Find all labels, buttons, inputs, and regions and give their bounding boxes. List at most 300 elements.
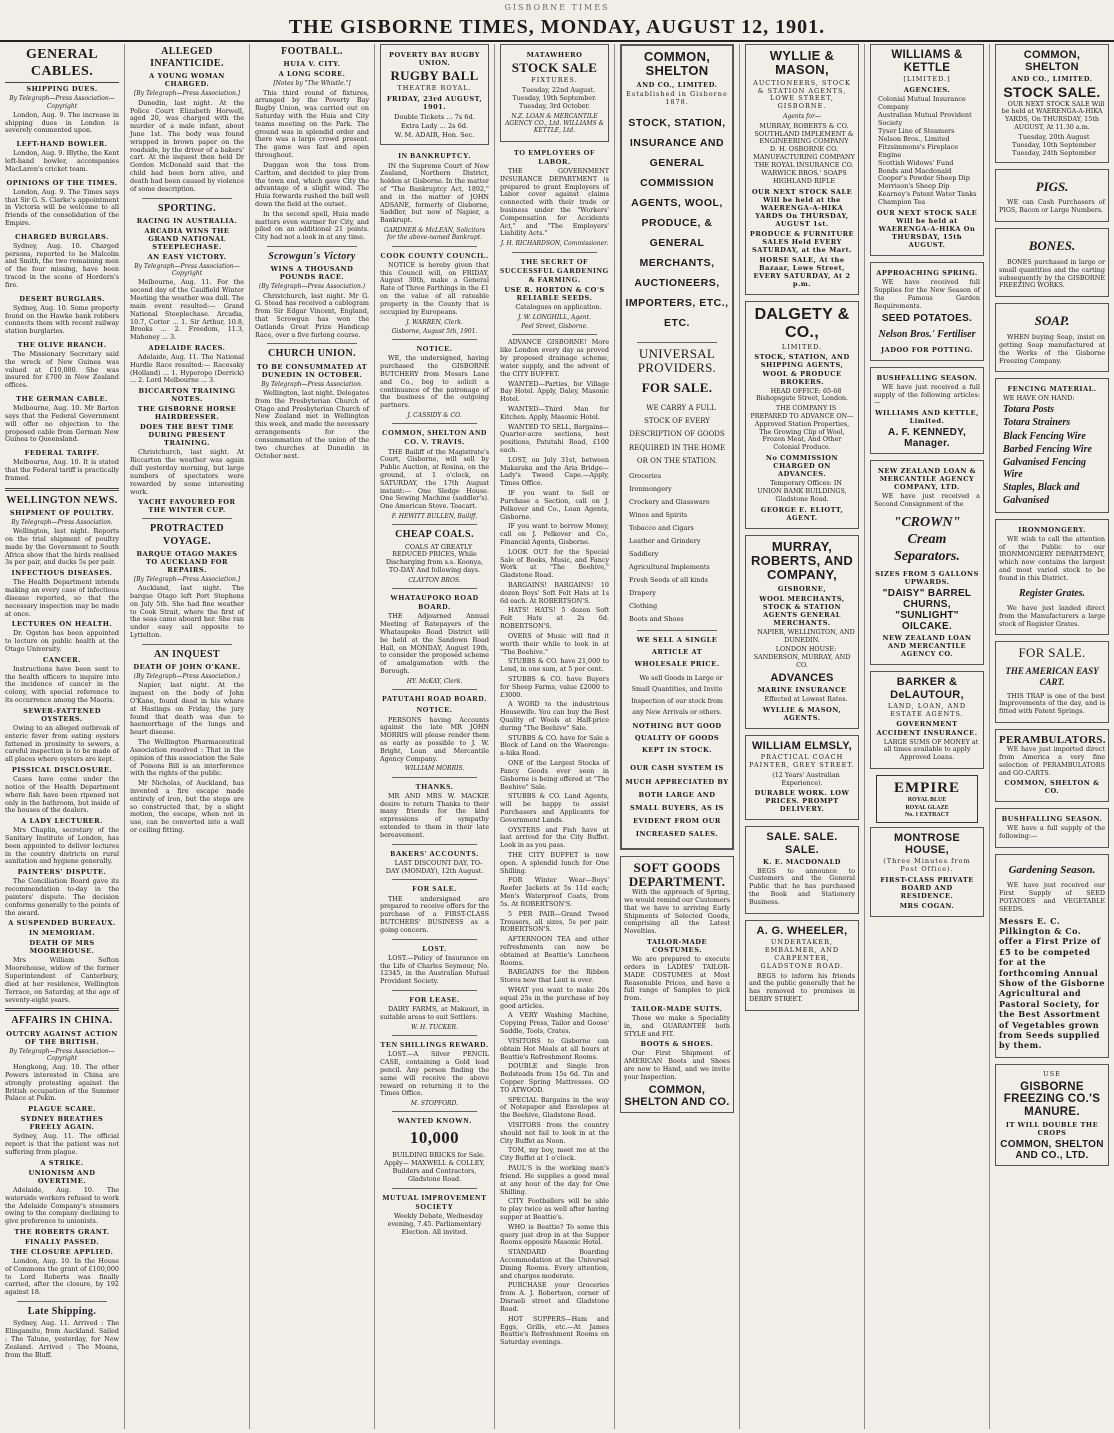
byline: By Telegraph—Press Association—Copyright xyxy=(9,95,115,110)
divider xyxy=(637,630,717,631)
small-ad: VISITORS from the country should not fail to look in at the City Buffet as Noon. xyxy=(500,1121,609,1145)
list-item: Drapery xyxy=(629,589,656,598)
paragraph: IN the Supreme Court of New Zealand, Northern District, holden at Gisborne. In the matter of "The Bankruptcy Act, 1892," and in the matter of JOHN ADSANE, formerly of Gisborne, Saddler, but now of Napier, a Bankrupt. xyxy=(380,161,489,225)
ad-title: A. G. WHEELER, xyxy=(756,924,848,937)
register-grates: Register Grates. xyxy=(1018,587,1086,599)
subhead: DOES THE BEST TIME DURING PRESENT TRAINING. xyxy=(140,423,234,448)
subhead: SHIPPING DUES. xyxy=(26,85,98,94)
small-ad: PAUL'S is the working man's friend. He supplies a good meal at any hour of the day for One Shilling. xyxy=(500,1164,609,1196)
byline: By Telegraph—Press Association. xyxy=(261,380,363,388)
column-9 xyxy=(990,44,1114,1429)
bakers-heading: BAKERS' ACCOUNTS. xyxy=(390,848,479,858)
paragraph: Dunedin, last night. At the Police Court Elizabeth Horwell, aged 20, was charged with the murder of a male infant, about June 1st. The body was found wrapped in brown paper on the roadside, by the driver of a bakers' cart. At the inquest then held Dr Gordon McDonald said that the child had been born alive, and death had been caused by violence of some description. xyxy=(130,98,244,193)
paragraph: WE have just received our First Supply of SEED POTATOES and VEGETABLE SEEDS. xyxy=(999,881,1105,913)
bushfalling-season-ad xyxy=(995,808,1109,848)
paragraph: FIRST-CLASS PRIVATE BOARD AND RESIDENCE. xyxy=(880,876,974,901)
subhead: SYDNEY BREATHES FREELY AGAIN. xyxy=(20,1115,104,1132)
sunlight-oilcake: "SUNLIGHT" OILCAKE. xyxy=(895,610,959,633)
small-ad: AFTERNOON TEA and other refreshments can now be obtained at Beattie's Luncheon Rooms. xyxy=(500,935,609,967)
seed-potatoes: SEED POTATOES. xyxy=(881,312,973,324)
ad-tagline: (Three Minutes from Post Office). xyxy=(883,857,971,874)
small-ad: HOT SUPPERS—Ham and Eggs, Grills, etc.—At James Beattie's Refreshment Rooms on Saturday evenings. xyxy=(500,1314,609,1347)
paragraph: This third round of fixtures, arranged by the Poverty Bay Rugby Union, was carried out on Saturday with the Huia and City teams meeting on the Park. The ground was in splendid order and there was a large crowd present. The game was fast and open throughout. xyxy=(255,88,369,160)
column-1 xyxy=(0,44,125,1429)
manager: A. F. KENNEDY, Manager. xyxy=(887,427,967,450)
montrose-ad xyxy=(870,827,984,917)
bushfalling-ad xyxy=(870,367,984,455)
product: ROYAL BLUE xyxy=(907,797,947,804)
inquest-heading: AN INQUEST xyxy=(154,648,220,660)
paragraph: Auckland, last night. The barque Otago left Port Stephens on July 5th. She had fine weather to Cook Strait, where the first of the seas came aboard her. She ran under easy sail opposite to Lyttelton. xyxy=(130,584,244,640)
paragraph: BUILDING BRICKS for Sale. Apply— MAXWELL & COLLEY, Builders and Contractors, Gladstone Road. xyxy=(384,1151,485,1183)
paragraph: London, Aug. 9. Blythe, the Kent left-hand bowler, accompanies MacLaren's cricket team. xyxy=(5,149,119,173)
paragraph: Those we make a Speciality in, and GUARANTEE both STYLE and FIT. xyxy=(624,1014,730,1038)
ticket-price: Extra Lady ... 2s 6d. xyxy=(400,122,469,131)
ad-title: WYLLIE & MASON, xyxy=(769,48,835,78)
divider xyxy=(5,1008,119,1011)
paragraph: London, Aug. 10. In the House of Commons the grant of £100,000 to Lord Roberts was finally carried, after the closure, by 192 against 18. xyxy=(5,1257,119,1297)
paragraph: WHEN buying Soap, insist on getting Soap manufactured at the Works of the Gisborne Freezing Company. xyxy=(999,333,1105,365)
paragraph: Cases have come under the notice of the Health Department where fish have been ripened not only in the bathroom, but inside of the houses of the dealers. xyxy=(5,775,119,815)
fencing-list xyxy=(999,395,1105,506)
ad-title: APPROACHING SPRING. xyxy=(876,269,978,278)
paragraph: Our First Shipment of AMERICAN Boots and Shoes are now to Hand, and we invite your Inspection. xyxy=(624,1049,730,1081)
list-item: Kearney's Patent Water Tanks xyxy=(878,190,977,199)
crown-separators: "CROWN" Cream Separators. xyxy=(893,515,961,565)
empire-stamp xyxy=(876,775,978,823)
paragraph: We have just landed direct from the Manufacturers a large stock of Register Grates. xyxy=(999,603,1105,628)
divider xyxy=(637,342,717,343)
paragraph: THE GOVERNMENT INSURANCE DEPARTMENT is prepared to grant Employers of Labor cover against claims connected with their trade or business under the "Workers' Compensation for Accidents Act," and "The Employers' Liability Acts." xyxy=(500,166,609,238)
paragraph: We sell Goods in Large or Small Quantities, and Invite Inspection of our stock from any New Arrivals or others. xyxy=(631,673,723,717)
paragraph: Sydney, Aug. 11. Arrived : The Elingamite, from Auckland. Sailed : The Talune, yesterday, for New Zealand. Arrived : The Moana, from the Bluff. xyxy=(5,1319,119,1359)
small-ad: STUBBS & CO. have for Sale a Block of Land on the Waerenga-a-hika Road. xyxy=(500,733,609,758)
paragraph: London, Aug. 9. The increase in shipping dues in London is severely commented upon. xyxy=(5,110,119,135)
signature: MRS COGAN. xyxy=(899,902,955,911)
article-times xyxy=(5,179,119,228)
ad-subtitle: AND CO., LIMITED. xyxy=(636,80,718,89)
agents-label: Agents for— xyxy=(783,113,821,121)
article-cable xyxy=(5,395,119,444)
ad-tagline: STOCK, STATION, AND SHIPPING AGENTS, WOOL & PRODUCE BROKERS. xyxy=(754,353,850,386)
paragraph: The Missionary Secretary said the wreck of New Guinea was valued at £10,000. She was insured for £700 in New Zealand offices. xyxy=(5,350,119,390)
subhead: UNIONISM AND OVERTIME. xyxy=(28,1168,96,1185)
paragraph: Sydney, Aug. 10. Some property found on the Hawke bank robbers connects them with recent railway station burglaries. xyxy=(5,303,119,336)
bailiff-sale-heading: COMMON, SHELTON AND CO. V. TRAVIS. xyxy=(382,428,487,447)
subhead: SEWER-FATTENED OYSTERS. xyxy=(23,706,101,723)
subhead: MARINE INSURANCE xyxy=(757,685,847,694)
paragraph: NAPIER, WELLINGTON, AND DUNEDIN. xyxy=(757,627,855,644)
small-ad: STUBBS & CO. have Buyers for Sheep Farms, value £2000 to £3000. xyxy=(500,674,609,699)
daisy-churns: "DAISY" BARREL CHURNS, xyxy=(882,588,972,611)
divider xyxy=(267,246,357,247)
column-3 xyxy=(250,44,375,1429)
signature: WILLIAM MORRIS. xyxy=(404,765,465,773)
paragraph: (12 Years' Australian Experience). xyxy=(772,770,840,787)
stock-sale-title: STOCK SALE. xyxy=(1003,84,1101,101)
ironmongery-ad xyxy=(995,519,1109,636)
signature: W. H. TUCKER. xyxy=(411,1023,458,1031)
subhead: AN EASY VICTORY. xyxy=(147,252,227,261)
subhead: ARCADIA WINS THE GRAND NATIONAL STEEPLECHASE. xyxy=(144,226,230,251)
for-lease-heading: FOR LEASE. xyxy=(409,995,460,1005)
common-shelton-ad xyxy=(620,44,734,850)
paragraph: Tuesday, 22nd August. Tuesday, 19th September. Tuesday, 3rd October. xyxy=(512,86,597,110)
ad-tagline: PRACTICAL COACH PAINTER, GREY STREET. xyxy=(749,752,855,769)
bones-ad xyxy=(995,228,1109,297)
divider xyxy=(392,939,477,940)
paragraph: MR AND MRS W. MACKIE desire to return Thanks to their many friends for the kind expressions of sympathy extended to them in their late bereavement. xyxy=(380,791,489,839)
paragraph: The Health Department intends making an every case of infectious disease reported, so that the necessary inspection may be made at once. xyxy=(5,578,119,618)
ad-tagline: AUCTIONEERS, STOCK & STATION AGENTS, LOWE STREET, GISBORNE. xyxy=(753,78,851,111)
ad-title: FOR SALE. xyxy=(1018,645,1086,661)
employers-heading: TO EMPLOYERS OF LABOR. xyxy=(513,147,596,166)
paragraph: Wellington, last night. Reports on the trial shipment of poultry made by the Government to South Africa show that the birds realised 3s per pair, and ducks 5s per pair. xyxy=(5,527,119,567)
ad-title: GISBORNE FREEZING CO.'S MANURE. xyxy=(1003,1080,1101,1118)
signature: N.Z. LOAN & MERCANTILE AGENCY CO., Ltd. WILLIAMS & KETTLE, Ltd. xyxy=(505,112,604,135)
date-line: Gisborne, August 5th, 1901. xyxy=(391,327,478,335)
ad-subtitle: [LIMITED.] xyxy=(903,75,951,84)
signature: WILLIAMS AND KETTLE, Limited. xyxy=(875,409,979,426)
column-8 xyxy=(865,44,990,1429)
church-union-heading: CHURCH UNION. xyxy=(268,348,356,360)
paragraph: NOTHING BUT GOOD QUALITY OF GOODS KEPT IN STOCK. xyxy=(632,721,722,754)
ad-title: Gardening Season. xyxy=(1008,864,1096,877)
column-7 xyxy=(740,44,865,1429)
list-item: SOUTHLAND IMPLEMENT & ENGINEERING COMPANY xyxy=(754,129,854,146)
divider xyxy=(392,524,477,525)
list-item: Staples, Black and Galvanised xyxy=(1003,482,1080,506)
fencing-ad xyxy=(995,378,1109,512)
ad-tagline: LAND, LOAN, AND ESTATE AGENTS. xyxy=(887,701,967,718)
paragraph: Mrs Chaplin, secretary of the Sanitary Institute of London, has been appointed to deliver lectures in the country districts on rural sanitation and hygiene generally. xyxy=(5,826,119,866)
signature: GARDNER & McLEAN, Solicitors for the above-named Bankrupt. xyxy=(383,227,486,242)
article-tariff xyxy=(5,449,119,482)
ad-services: STOCK, STATION, INSURANCE AND GENERAL COMMISSION AGENTS, WOOL, PRODUCE, & GENERAL MERCHANTS, AUCTIONEERS, IMPORTERS, ETC., ETC. xyxy=(625,117,729,329)
ad-sub: FIXTURES. xyxy=(531,76,578,85)
for-sale-title: FOR SALE. xyxy=(641,380,713,396)
paragraph: THIS TRAP is one of the best Improvements of the day, and is fitted with Patent Springs. xyxy=(999,691,1105,716)
list-item: MURRAY, ROBERTS & CO. xyxy=(759,121,849,130)
subhead: DEATH OF JOHN O'KANE. xyxy=(133,663,241,672)
list-item: Boots and Shoes xyxy=(629,615,684,624)
ad-city: GISBORNE, xyxy=(777,584,827,593)
small-ad: ONE of the Largest Stocks of Fancy Goods ever seen in Gisborne is being offered at "The Beehive" Sale. xyxy=(500,759,609,791)
subhead: WINS A THOUSAND POUNDS RACE. xyxy=(270,265,354,282)
paragraph: We are prepared to execute orders in LADIES' TAILOR-MADE COSTUMES at Most Reasonable Prices, and have a full range of Samples to pick from. xyxy=(624,955,730,1003)
ad-title: WILLIAMS & KETTLE xyxy=(891,49,963,74)
list-item: Totara Posts xyxy=(1003,404,1055,416)
article-shipping-dues xyxy=(5,85,119,135)
signature: J. H. RICHARDSON, Commissioner. xyxy=(500,240,609,248)
paragraph: SIZES FROM 5 GALLONS UPWARDS. xyxy=(875,570,979,587)
paragraph: PERSONS having Accounts against the late MR JOHN MORRIS will please render them as early as possible to J. W. Bright, Loan and Mercantile Agency Company. xyxy=(380,715,489,763)
subhead: TAILOR-MADE SUITS. xyxy=(631,1004,723,1013)
subhead: A SUSPENDED BUREAUX. xyxy=(8,919,116,928)
paragraph: THE Adjourned Annual Meeting of Ratepayers of the Whataupoko Road District will be held at the Sandown Road Hall, on MONDAY, August 19th, to consider the proposed scheme of amalgamation with the Borough. xyxy=(380,612,489,676)
ad-date: FRIDAY, 23rd AUGUST, 1901. xyxy=(386,95,483,112)
list-item: Bonds and Macdonald xyxy=(878,166,952,175)
subhead: A LADY LECTURER. xyxy=(21,817,103,826)
paragraph: Catalogues on application. xyxy=(515,303,602,312)
signature: HY. McKAY, Clerk. xyxy=(406,677,463,685)
byline: [Notes by "The Whistle."] xyxy=(273,80,351,88)
subhead: BICCARTON TRAINING NOTES. xyxy=(138,387,236,404)
divider xyxy=(392,990,477,991)
ad-title: COMMON, SHELTON xyxy=(1023,49,1081,74)
signature: WYLLIE & MASON, AGENTS. xyxy=(762,705,842,722)
list-item: Galvanised Fencing Wire xyxy=(1003,457,1087,481)
paragraph: THE undersigned are prepared to receive offers for the purchase of a FIRST-CLASS BUTCHERS' BUSINESS as a going concern. xyxy=(380,894,489,934)
dalgety-ad xyxy=(745,301,859,528)
ad-title: BUSHFALLING SEASON. xyxy=(1001,815,1103,824)
list-item: Colonial Mutual Insurance Company xyxy=(878,95,966,112)
signature: M. STOPFORD. xyxy=(410,1100,459,1108)
subhead: OPINIONS OF THE TIMES. xyxy=(6,178,118,187)
small-ad: BARGAINS! BARGAINS! 10 dozen Boys' Soft Felt Hats at 1s 6d each. At ROBERTSON'S. xyxy=(500,581,609,605)
paragraph: Wellington, last night. Delegates from the Presbyterian Church of Otago and Presbyterian Church of New Zealand met in Wellington this week, and made the necessary arrangements for the consummation of the union of the two churches at Dunedin in October next. xyxy=(255,389,369,460)
ad-venue: THEATRE ROYAL. xyxy=(397,84,472,93)
subhead: USE R. HORTON & CO'S RELIABLE SEEDS. xyxy=(504,285,605,302)
small-ad: IF you want to borrow Money, call on J. Pelkover and Co., Financial Agents, Gisborne. xyxy=(500,522,609,546)
paragraph: In the second spell, Huia made matters even warmer for City, and piled on an additional 21 points. City had not a look in at any time. xyxy=(255,209,369,242)
article-olive xyxy=(5,341,119,390)
signature: J. CASSIDY & CO. xyxy=(407,411,462,419)
ad-title: COMMON, SHELTON xyxy=(643,49,711,79)
list-item: Fresh Seeds of all kinds xyxy=(629,576,708,585)
patutahi-heading: PATUTAHI ROAD BOARD. xyxy=(382,694,487,704)
paragraph: WE CARRY A FULL STOCK OF EVERY DESCRIPTION OF GOODS REQUIRED IN THE HOME OR ON THE STATION. xyxy=(628,403,726,465)
signature: NEW ZEALAND LOAN AND MERCANTILE AGENCY CO. xyxy=(882,634,972,659)
paragraph: BEGS to announce to Customers and the General Public that he has purchased the Book and Stationery Business. xyxy=(749,866,855,906)
ad-title: SOFT GOODS DEPARTMENT. xyxy=(628,859,726,889)
bankruptcy-heading: IN BANKRUPTCY. xyxy=(398,151,471,161)
ad-title: PERAMBULATORS. xyxy=(999,733,1106,746)
ad-owner: K. E. MACDONALD xyxy=(762,857,842,866)
byline: By Telegraph—Press Association—Copyright xyxy=(134,262,240,278)
paragraph: WE have just received a Second Consignment of the xyxy=(874,492,980,509)
paragraph: Weekly Debate, Wednesday evening, 7.45. Parliamentary Election. All invited. xyxy=(387,1211,483,1236)
paragraph: Effected at Lowest Rates. xyxy=(764,694,848,703)
sale-dates xyxy=(999,134,1105,158)
stock-sale-ad xyxy=(995,44,1109,163)
byline: By Telegraph—Press Association. xyxy=(11,518,113,526)
paragraph: Hongkong, Aug. 10. The other Powers interested in China are strongly protesting against the British occupation of the Summer Palace at Pekin. xyxy=(5,1063,119,1103)
reward-heading: TEN SHILLINGS REWARD. xyxy=(380,1040,489,1050)
list-item: WE HAVE ON HAND: xyxy=(1003,394,1075,403)
ad-title: DALGETY & CO., xyxy=(754,306,850,341)
list-item: Agricultural Implements xyxy=(629,563,710,572)
divider xyxy=(512,334,597,335)
subhead: SHIPMENT OF POULTRY. xyxy=(9,508,115,517)
paragraph: WE have just imported direct from America a very fine selection of PERAMBULATORS and GO-CARTS. xyxy=(999,745,1105,777)
columns xyxy=(0,44,1114,1429)
williams-kettle-ad xyxy=(870,44,984,256)
column-4 xyxy=(375,44,495,1429)
divider xyxy=(142,644,232,645)
soft-goods-ad xyxy=(620,856,734,1113)
ad-title: WILLIAM ELMSLY, xyxy=(751,739,853,752)
subhead: LEFT-HAND BOWLER. xyxy=(16,140,108,149)
small-ad: WANTED—Third Man for Kitchen. Apply, Masonic Hotel. xyxy=(500,404,609,421)
small-ad: THE CITY BUFFET is now open. A splendid lunch for One Shilling. xyxy=(500,851,609,875)
small-ad: SPECIAL Bargains in the way of Notepaper and Envelopes at the Beehive, Gladstone Road. xyxy=(500,1095,609,1120)
paragraph: WE, the undersigned, having purchased the GISBORNE BUTCHERY from Messrs Lane and Co., beg to solicit a continuance of the patronage of the business of the outgoing partners. xyxy=(380,354,489,410)
paragraph: DURABLE WORK. LOW PRICES. PROMPT DELIVERY. xyxy=(754,789,850,814)
paragraph: OUR CASH SYSTEM IS MUCH APPRECIATED BY BOTH LARGE AND SMALL BUYERS, AS IS EVIDENT FROM OUR INCREASED SALES. xyxy=(625,764,729,839)
protracted-voyage-heading: PROTRACTED VOYAGE. xyxy=(149,523,224,547)
divider xyxy=(392,879,477,880)
small-ad: STUBBS & CO. Land Agents, will be happy to assist Purchasers and Applicants for Government Lands. xyxy=(500,792,609,824)
paragraph: WE can Cash Purchasers of PIGS, Bacon or Large Numbers. xyxy=(999,198,1105,215)
subhead: CANCER. xyxy=(43,655,81,664)
list-item: Crockery and Glassware xyxy=(629,498,710,507)
paragraph: WE have just received a full supply of the following articles:— xyxy=(874,382,980,407)
list-item: D. H. OSBORNE CO. MANUFACTURING COMPANY xyxy=(753,145,855,162)
byline: [By Telegraph—Press Association.] xyxy=(133,575,241,583)
paragraph: Adelaide, Aug. 11. The National Hurdle Race resulted:— Racesaky (Holland) ... 1. Hyperopo (Derrick) ... 2. Lord Melbourne ... 3. xyxy=(130,353,244,385)
list-item: Leather and Grindery xyxy=(629,537,701,546)
notice-heading: NOTICE. xyxy=(416,705,453,715)
paragraph: WE have a full supply of the following:— xyxy=(999,824,1105,841)
paragraph: The Wellington Pharmaceutical Association resolved : That in the opinion of this association the Sale of Poisons Bill is an interference with the rights of the public. xyxy=(130,738,244,778)
list-item: THE ROYAL INSURANCE CO. xyxy=(754,161,854,170)
small-ad: STUBBS & CO. have 21,000 to Lend, in one sum, at 5 per cent. xyxy=(500,657,609,674)
subhead: THE OLIVE BRANCH. xyxy=(17,341,107,349)
subhead: THE CLOSURE APPLIED. xyxy=(10,1248,114,1256)
gardening-ad xyxy=(995,854,1109,1058)
whataupoko-heading: WHATAUPOKO ROAD BOARD. xyxy=(390,593,479,612)
subhead: LECTURES ON HEALTH. xyxy=(11,620,113,629)
subhead: PLAGUE SCARE. xyxy=(28,1105,96,1114)
secret-heading: THE SECRET OF SUCCESSFUL GARDENING & FARMING. xyxy=(500,256,609,284)
ad-title: BARKER & DeLAUTOUR, xyxy=(890,676,964,701)
product: ROYAL GLAZE xyxy=(905,804,949,811)
small-ad: BARGAINS for the Ribbon Stores now that Lent is over. xyxy=(500,968,609,985)
byline: (By Telegraph—Press Association.) xyxy=(258,283,366,291)
paragraph: DAIRY FARMS, at Makauri, in suitable areas to suit Settlers. xyxy=(380,1005,489,1022)
infanticide-heading: ALLEGED INFANTICIDE. xyxy=(150,46,224,70)
address: Peel Street, Gisborne. xyxy=(521,323,588,331)
paragraph: COALS AT GREATLY REDUCED PRICES, While Discharging from s.s. Koonya, TO-DAY And following days. xyxy=(385,542,484,575)
column-5 xyxy=(495,44,615,1429)
paragraph: BEGS to inform his friends and the public generally that he has removed to premises in DERBY STREET. xyxy=(749,971,855,1003)
article-burglars xyxy=(5,233,119,290)
wyllie-mason-ad xyxy=(745,44,859,295)
paragraph: Sydney, Aug. 11. The official report is that the patient was not suffering from plague. xyxy=(5,1132,119,1156)
divider xyxy=(392,1111,477,1112)
small-ad: PURCHASE your Groceries from A. J. Robertson, corner of Disraeli street and Gladstone Road. xyxy=(500,1281,609,1313)
bricks-count: 10,000 xyxy=(409,1127,460,1147)
small-ad: CITY Footballers will be able to play twice as well after having supper at Beattie's. xyxy=(500,1197,609,1221)
paragraph: Instructions have been sent to the health officers to inquire into the incidence of cancer in the colony, with special reference to its occurrence among the Maoris. xyxy=(5,664,119,705)
subhead: DESERT BURGLARS. xyxy=(19,294,105,303)
list-item: Nelson Bros., Limited xyxy=(878,134,950,143)
easy-cart: THE AMERICAN EASY CART. xyxy=(1005,665,1099,687)
small-ad: TOM, my boy, meet me at the City Buffet at 1 o'clock. xyxy=(500,1146,609,1163)
paragraph: LONDON HOUSE: SANDERSON, MURRAY, AND CO. xyxy=(753,645,851,669)
fertiliser: Nelson Bros.' Fertiliser xyxy=(878,328,976,340)
divider xyxy=(392,777,477,778)
mutual-heading: MUTUAL IMPROVEMENT SOCIETY xyxy=(382,1192,487,1211)
paragraph: BONES purchased in large or small quantities and the carting subsequently by the GISBORNE FREEZING WORKS. xyxy=(999,257,1105,290)
late-shipping-heading: Late Shipping. xyxy=(27,1306,97,1318)
small-ad: A WORD to the industrious Housewife. You can buy the Best Quality of Wools at Half-price during "The Beehive" Sale. xyxy=(500,700,609,732)
paragraph: LAST DISCOUNT DAY, TO-DAY (MONDAY), 12th August. xyxy=(385,858,484,875)
divider xyxy=(392,1188,477,1189)
ad-established: Established in Gisborne 1878. xyxy=(626,89,728,106)
ad-title: FENCING MATERIAL. xyxy=(1007,385,1097,394)
list-item: Scottish Widows' Fund xyxy=(878,158,954,167)
list-item: Australian Mutual Provident Society xyxy=(878,111,972,127)
divider xyxy=(392,689,477,690)
ad-title: MONTROSE HOUSE, xyxy=(894,832,960,857)
byline: By Telegraph—Press Association—Copyright xyxy=(9,1047,115,1062)
cheap-coals-heading: CHEAP COALS. xyxy=(395,529,474,541)
paragraph: GOVERNMENT ACCIDENT INSURANCE. xyxy=(876,720,978,737)
list-item: WARWICK BROS.' SOAPS xyxy=(761,169,847,178)
subhead: A YOUNG WOMAN CHARGED. xyxy=(149,72,225,89)
subhead: TO BE CONSUMMATED AT DUNEDIN IN OCTOBER. xyxy=(256,362,368,379)
scrowgun-heading: Scrowgun's Victory xyxy=(268,251,356,262)
paragraph: OUR NEXT STOCK SALE Will be held at WAERENGA-A-HIKA YARDS, On THURSDAY, 15th AUGUST, At 11.30 a.m. xyxy=(1001,99,1105,132)
paragraph: HEAD OFFICE: 65-68 Bishopsgate Street, London. xyxy=(755,386,849,403)
subhead: BARQUE OTAGO MAKES TO AUCKLAND FOR REPAIRS. xyxy=(136,549,238,574)
paragraph: WE wish to call the attention of the Public to our IRONMONGERY DEPARTMENT, which now contains the largest and most varied stock to be found in this District. xyxy=(999,534,1105,582)
masthead xyxy=(0,0,1114,42)
small-ad: STANDARD Boarding Accommodation at the Universal Dining Rooms. Every attention, and charges moderate. xyxy=(500,1248,609,1280)
advances-title: ADVANCES xyxy=(770,671,834,684)
signature: COMMON, SHELTON & CO. xyxy=(1004,779,1100,796)
wheeler-ad xyxy=(745,920,859,1011)
wellington-news-heading: WELLINGTON NEWS. xyxy=(6,494,118,506)
paragraph: Duggan won the toss from Carlton, and decided to play from the town end, which gave City the advantage of a slight wind. The Huia forwards rushed the ball well down the field at the outset. xyxy=(255,160,369,208)
paragraph: LARGE SUMS OF MONEY at all times available to apply Approved Loans. xyxy=(883,737,979,762)
jadoo: JADOO FOR POTTING. xyxy=(880,345,974,354)
paragraph: Christchurch, last night. Mr G. G. Stead has received a cablegram from Sir Edgar Vincent, England, that Scrowgun has won the Oatlands Great Prize Handicap Race, over a five furlong course. xyxy=(255,291,369,339)
small-ad: FOR Winter Wear—Boys' Reefer Jackets at 5s 11d each; Men's Waterproof Coats, from 5s. At ROBERTSON'S. xyxy=(500,876,609,908)
divider xyxy=(392,339,477,340)
ad-title: SALE. SALE. SALE. xyxy=(766,831,838,856)
subhead: BOOTS & SHOES. xyxy=(640,1040,714,1049)
ad-title: PIGS. xyxy=(1035,178,1069,194)
sporting-heading: SPORTING. xyxy=(158,202,216,214)
paragraph: Sydney, Aug. 10. Charged persons, reported to be Malcolm and Smith, the two remaining men of the four missing, have been traced in the scene of Hordern's fire. xyxy=(5,241,119,289)
ad-title: IRONMONGERY. xyxy=(1018,525,1086,534)
paragraph: IT WILL DOUBLE THE CROPS xyxy=(1005,1120,1099,1137)
elmsly-ad xyxy=(745,735,859,821)
small-ad: WANTED TO SELL, Bargains—Quarter-acre sections, best positions, Patutahi Road, £100 each. xyxy=(500,422,609,455)
barker-ad xyxy=(870,671,984,769)
small-ad: WHO is Beattie? To some this query just drop in at the Supper Rooms opposite Masonic Hotel. xyxy=(500,1222,609,1247)
paragraph: THE COMPANY IS PREPARED TO ADVANCE ON— Approved Station Properties, The Growing Clip of Wool, Frozen Meat, And Other Colonial Produce. xyxy=(750,404,854,452)
small-ad: HATS! HATS! 5 dozen Soft Felt Hats at 2s 6d. ROBERTSON'S. xyxy=(500,606,609,631)
soap-ad xyxy=(995,303,1109,372)
small-ad: WHAT you want to make 20s equal 25s in the purchase of boy good articles. xyxy=(500,986,609,1010)
paragraph: The Conciliation Board gave its recommendation to-day in the painters' dispute. The decision conforms generally to the points of the award. xyxy=(5,877,119,917)
list-item: Ironmongery xyxy=(629,485,672,494)
paragraph: LOST.—Policy of Insurance on the Life of Charles Seymour, No. 12345, in the Australian Mutual Provident Society. xyxy=(380,953,489,986)
paragraph: NOTICE is hereby given that this Council will, on FRIDAY, August 30th, make a General Rate of Three Farthings in the £1 on the value of all rateable property in the County that is occupied by Europeans. xyxy=(380,260,489,316)
divider xyxy=(392,588,477,589)
ad-subtitle: LIMITED. xyxy=(781,342,823,351)
paragraph: WE have received full Supplies for the New Season of the Famous Garden Requirements. xyxy=(874,278,980,310)
perambulators-ad xyxy=(995,729,1109,802)
matawhero-ad xyxy=(500,44,609,142)
lost-heading: LOST. xyxy=(422,943,447,953)
article-bowler xyxy=(5,140,119,173)
divider xyxy=(142,198,232,199)
